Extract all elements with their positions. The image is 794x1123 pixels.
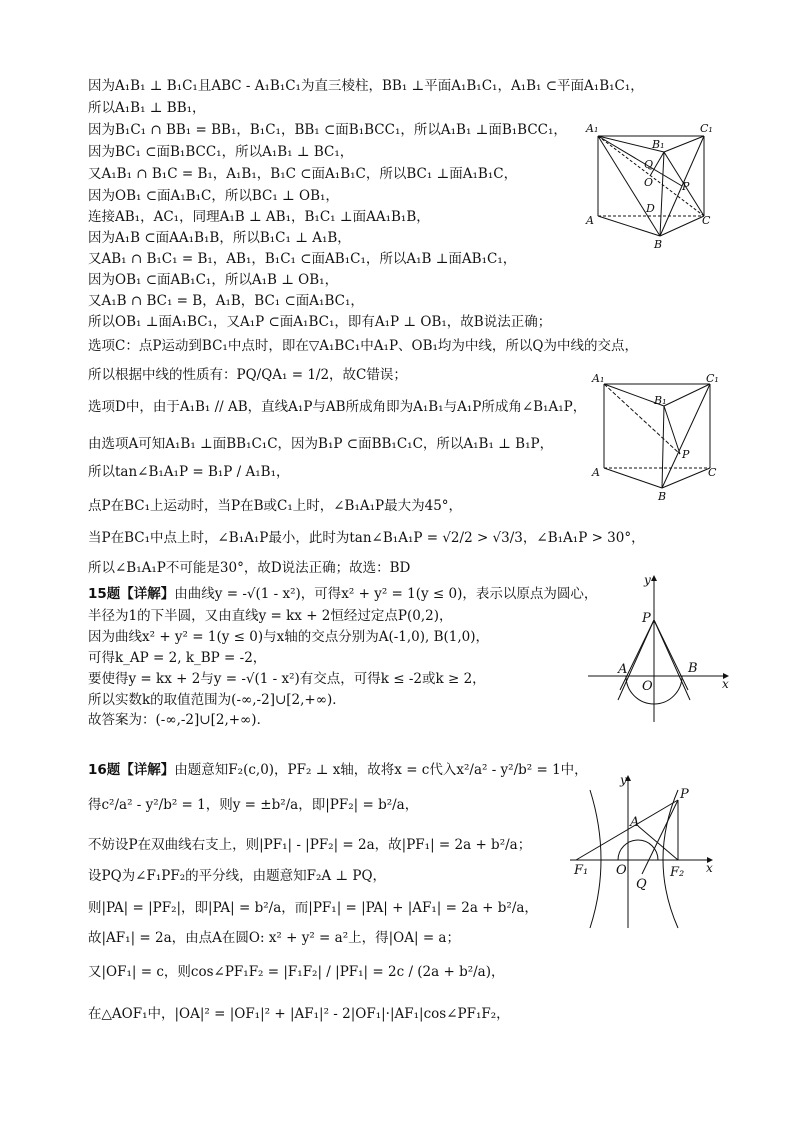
- text-line-7: 连接AB₁，AC₁，同理A₁B ⊥ AB₁，B₁C₁ ⊥面AA₁B₁B，: [88, 209, 430, 225]
- label-x: x: [706, 861, 713, 875]
- text-line-10: 因为OB₁ ⊂面AB₁C₁，所以A₁B ⊥ OB₁，: [88, 272, 339, 288]
- label-f1: F₁: [574, 863, 589, 878]
- circle-graph-figure: [584, 570, 734, 726]
- text-line-20: 所以∠B₁A₁P不可能是30°，故D说法正确；故选：BD: [88, 560, 411, 576]
- text-line-17: 所以tan∠B₁A₁P = B₁P / A₁B₁，: [88, 464, 290, 480]
- label-a: A: [586, 214, 594, 227]
- label-y: y: [644, 573, 651, 587]
- text-line-5: 又A₁B₁ ∩ B₁C = B₁，A₁B₁，B₁C ⊂面A₁B₁C，所以BC₁ ⊥面A₁B₁C，: [88, 166, 518, 182]
- q15-line-6: 所以实数k的取值范围为(-∞,-2]∪[2,+∞)．: [88, 692, 346, 708]
- text-line-3: 因为B₁C₁ ∩ BB₁ = BB₁，B₁C₁，BB₁ ⊂面B₁BCC₁，所以A₁B₁ ⊥面B₁BCC₁，: [88, 122, 567, 138]
- prism-figure-top: [582, 118, 716, 252]
- text-line-13: 选项C：点P运动到BC₁中点时，即在▽A₁BC₁中A₁P、OB₁均为中线，所以Q为中线的交点，: [88, 338, 638, 354]
- label-y: y: [620, 773, 627, 787]
- label-f2: F₂: [670, 865, 685, 880]
- label-b: B: [688, 661, 698, 676]
- prism-figure-bottom: [588, 370, 722, 504]
- q15-line-4: 可得k_AP = 2, k_BP = -2，: [88, 650, 267, 666]
- q16-line-8: 在△AOF₁中，|OA|² = |OF₁|² + |AF₁|² - 2|OF₁|·|AF₁|cos∠PF₁F₂，: [88, 1006, 510, 1022]
- q16-heading: 16题【详解】: [88, 762, 175, 778]
- label-p: P: [642, 611, 651, 626]
- label-p: P: [682, 448, 690, 461]
- q16-line-1: [88, 760, 588, 780]
- q16-line-7: 又|OF₁| = c，则cos∠PF₁F₂ = |F₁F₂| / |PF₁| = 2c / (2a + b²/a)，: [88, 964, 505, 980]
- text-line-18: 点P在BC₁上运动时，当P在B或C₁上时，∠B₁A₁P最大为45°，: [88, 498, 463, 514]
- text-line-8: 因为A₁B ⊂面AA₁B₁B，所以B₁C₁ ⊥ A₁B，: [88, 230, 351, 246]
- q15-line-2: 半径为1的下半圆，又由直线y = kx + 2恒经过定点P(0,2)，: [88, 608, 453, 624]
- label-c: C: [708, 466, 717, 479]
- q15-line-1-text: 由曲线y = -√(1 - x²)，可得x² + y² = 1(y ≤ 0)，表示以原点为圆心，: [174, 586, 598, 602]
- label-c1: C₁: [706, 372, 719, 385]
- q15-heading: 15题【详解】: [88, 586, 175, 602]
- q16-line-3: 不妨设P在双曲线右支上，则|PF₁| - |PF₂| = 2a，故|PF₁| = 2a + b²/a；: [88, 837, 532, 853]
- q16-line-5: 则|PA| = |PF₂|，即|PA| = b²/a，而|PF₁| = |PA| + |AF₁| = 2a + b²/a，: [88, 900, 538, 916]
- label-a1: A₁: [592, 372, 605, 385]
- q15-line-5: 要使得y = kx + 2与y = -√(1 - x²)有交点，可得k ≤ -2或k ≥ 2，: [88, 671, 486, 687]
- label-a1: A₁: [586, 122, 599, 135]
- label-b1: B₁: [654, 394, 667, 407]
- label-b: B: [654, 238, 663, 251]
- label-o: O: [642, 679, 653, 694]
- text-line-4: 因为BC₁ ⊂面B₁BCC₁，所以A₁B₁ ⊥ BC₁，: [88, 144, 354, 160]
- label-p: P: [680, 787, 689, 802]
- text-line-19: 当P在BC₁中点上时，∠B₁A₁P最小，此时为tan∠B₁A₁P = √2/2 > √3/3，∠B₁A₁P > 30°，: [88, 530, 645, 546]
- text-line-6: 因为OB₁ ⊂面A₁B₁C，所以BC₁ ⊥ OB₁，: [88, 188, 339, 204]
- label-d: D: [646, 202, 655, 215]
- label-b1: B₁: [652, 138, 665, 151]
- q16-line-4: 设PQ为∠F₁PF₂的平分线，由题意知F₂A ⊥ PQ，: [88, 868, 387, 884]
- label-p: P: [682, 180, 690, 193]
- label-o: O: [644, 176, 654, 189]
- q16-line-1-text: 由题意知F₂(c,0)，PF₂ ⊥ x轴，故将x = c代入x²/a² - y²/b² = 1中，: [174, 762, 588, 778]
- text-line-14: 所以根据中线的性质有：PQ/QA₁ = 1/2，故C错误；: [88, 367, 407, 383]
- hyperbola-figure: [566, 770, 722, 930]
- text-line-12: 所以OB₁ ⊥面A₁BC₁，又A₁P ⊂面A₁BC₁，即有A₁P ⊥ OB₁，故B说法正确；: [88, 314, 552, 330]
- q16-line-6: 故|AF₁| = 2a，由点A在圆O: x² + y² = a²上，得|OA| = a；: [88, 930, 460, 946]
- label-q: Q: [644, 158, 654, 171]
- label-x: x: [722, 677, 729, 691]
- label-c1: C₁: [700, 122, 713, 135]
- text-line-9: 又AB₁ ∩ B₁C₁ = B₁，AB₁，B₁C₁ ⊂面AB₁C₁，所以A₁B ⊥面AB₁C₁，: [88, 251, 517, 267]
- label-o: O: [616, 863, 627, 878]
- q15-line-1: [88, 584, 597, 604]
- q15-line-3: 因为曲线x² + y² = 1(y ≤ 0)与x轴的交点分别为A(-1,0), B(1,0)，: [88, 629, 490, 645]
- q15-line-7: 故答案为：(-∞,-2]∪[2,+∞)．: [88, 712, 271, 728]
- label-a: A: [630, 815, 640, 830]
- label-q: Q: [636, 877, 647, 892]
- text-line-15: 选项D中，由于A₁B₁ // AB，直线A₁P与AB所成角即为A₁B₁与A₁P所成角∠B₁A₁P，: [88, 399, 587, 415]
- text-line-2: 所以A₁B₁ ⊥ BB₁，: [88, 100, 206, 116]
- text-line-16: 由选项A可知A₁B₁ ⊥面BB₁C₁C，因为B₁P ⊂面BB₁C₁C，所以A₁B₁ ⊥ B₁P，: [88, 436, 554, 452]
- label-a: A: [592, 466, 600, 479]
- label-b: B: [658, 490, 667, 503]
- text-line-1: 因为A₁B₁ ⊥ B₁C₁且ABC - A₁B₁C₁为直三棱柱，BB₁ ⊥平面A₁B₁C₁，A₁B₁ ⊂平面A₁B₁C₁，: [88, 78, 644, 94]
- text-line-11: 又A₁B ∩ BC₁ = B，A₁B，BC₁ ⊂面A₁BC₁，: [88, 293, 364, 309]
- q16-line-2: 得c²/a² - y²/b² = 1，则y = ±b²/a，即|PF₂| = b²/a，: [88, 797, 419, 813]
- label-c: C: [702, 214, 711, 227]
- label-a: A: [618, 662, 628, 677]
